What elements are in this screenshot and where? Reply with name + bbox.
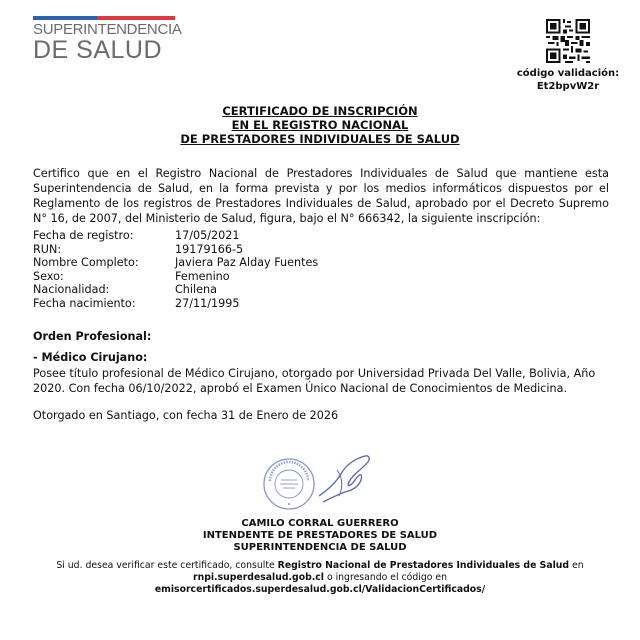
logo-line1: SUPERINTENDENCIA: [33, 21, 182, 38]
logo-line2: DE SALUD: [33, 36, 163, 64]
field-label: Fecha de registro:: [33, 229, 134, 242]
field-value: 17/05/2021: [175, 229, 240, 242]
validation-code: Et2bpvW2r: [536, 81, 600, 92]
field-label: RUN:: [33, 242, 62, 256]
field-row: [33, 270, 318, 284]
field-label: Sexo:: [33, 269, 64, 283]
field-value: 27/11/1995: [175, 296, 240, 310]
profession-description: Posee título profesional de Médico Cirujano, otorgado por Universidad Privada Del Valle, Bolivia, Año 2020. Con fecha 06/10/2022, aprobó el Examen Único Nacional de Conocimientos de Medicina.: [33, 367, 596, 395]
signer-org: SUPERINTENDENCIA DE SALUD: [233, 542, 407, 553]
intro-paragraph: Certifico que en el Registro Nacional de Prestadores Individuales de Salud que mantiene esta Superintendencia de Salud, en la forma prevista y por los medios informáticos dispuestos por el Reglamento de los registros de Prestadores Individuales de Salud, aprobado por el Decreto Supremo N° 16, de 2007, del Ministerio de Salud, figura, bajo el N° 666342, la siguiente inscripción:: [33, 167, 609, 225]
field-row: [33, 283, 318, 297]
field-value: Femenino: [175, 269, 230, 283]
footer-text-1: Si ud. desea verificar este certificado, consulte: [56, 560, 278, 571]
validation-label: código validación:: [516, 68, 620, 79]
footer-text-2: en: [569, 560, 584, 571]
official-seal-icon: [262, 457, 316, 511]
orden-heading: Orden Profesional:: [33, 330, 152, 343]
footer-text-3: o ingresando el código en: [323, 572, 447, 583]
field-row: [33, 297, 318, 311]
verification-footer: [0, 560, 640, 596]
registration-fields: [33, 229, 318, 310]
field-label: Fecha nacimiento:: [33, 296, 136, 310]
title-line3: DE PRESTADORES INDIVIDUALES DE SALUD: [180, 132, 460, 146]
field-value: 19179166-5: [175, 242, 244, 256]
issued-statement: Otorgado en Santiago, con fecha 31 de Enero de 2026: [33, 409, 339, 422]
field-row: [33, 256, 318, 270]
field-row: [33, 243, 318, 257]
validation-url-link[interactable]: emisorcertificados.superdesalud.gob.cl/ValidacionCertificados/: [154, 584, 486, 595]
signature-icon: [313, 450, 375, 506]
title-line2: EN EL REGISTRO NACIONAL: [231, 118, 409, 132]
field-label: Nombre Completo:: [33, 256, 139, 269]
registry-name: Registro Nacional de Prestadores Individuales de Salud: [277, 560, 570, 571]
superintendencia-logo: [33, 16, 182, 64]
field-value: Chilena: [175, 283, 217, 296]
profession-title: - Médico Cirujano:: [33, 351, 148, 364]
signer-role: INTENDENTE DE PRESTADORES DE SALUD: [202, 530, 438, 541]
field-label: Nacionalidad:: [33, 283, 110, 296]
validation-block: [508, 19, 628, 93]
signer-name: CAMILO CORRAL GUERRERO: [241, 518, 399, 529]
qr-code-icon: [546, 19, 590, 63]
rnpi-link[interactable]: rnpi.superdesalud.gob.cl: [193, 572, 324, 583]
title-line1: CERTIFICADO DE INSCRIPCIÓN: [222, 104, 418, 118]
field-value: Javiera Paz Alday Fuentes: [175, 256, 319, 269]
certificate-title: [0, 104, 640, 146]
logo-flag-bar: [33, 16, 175, 20]
signer-block: [0, 518, 640, 554]
field-row: [33, 229, 318, 243]
